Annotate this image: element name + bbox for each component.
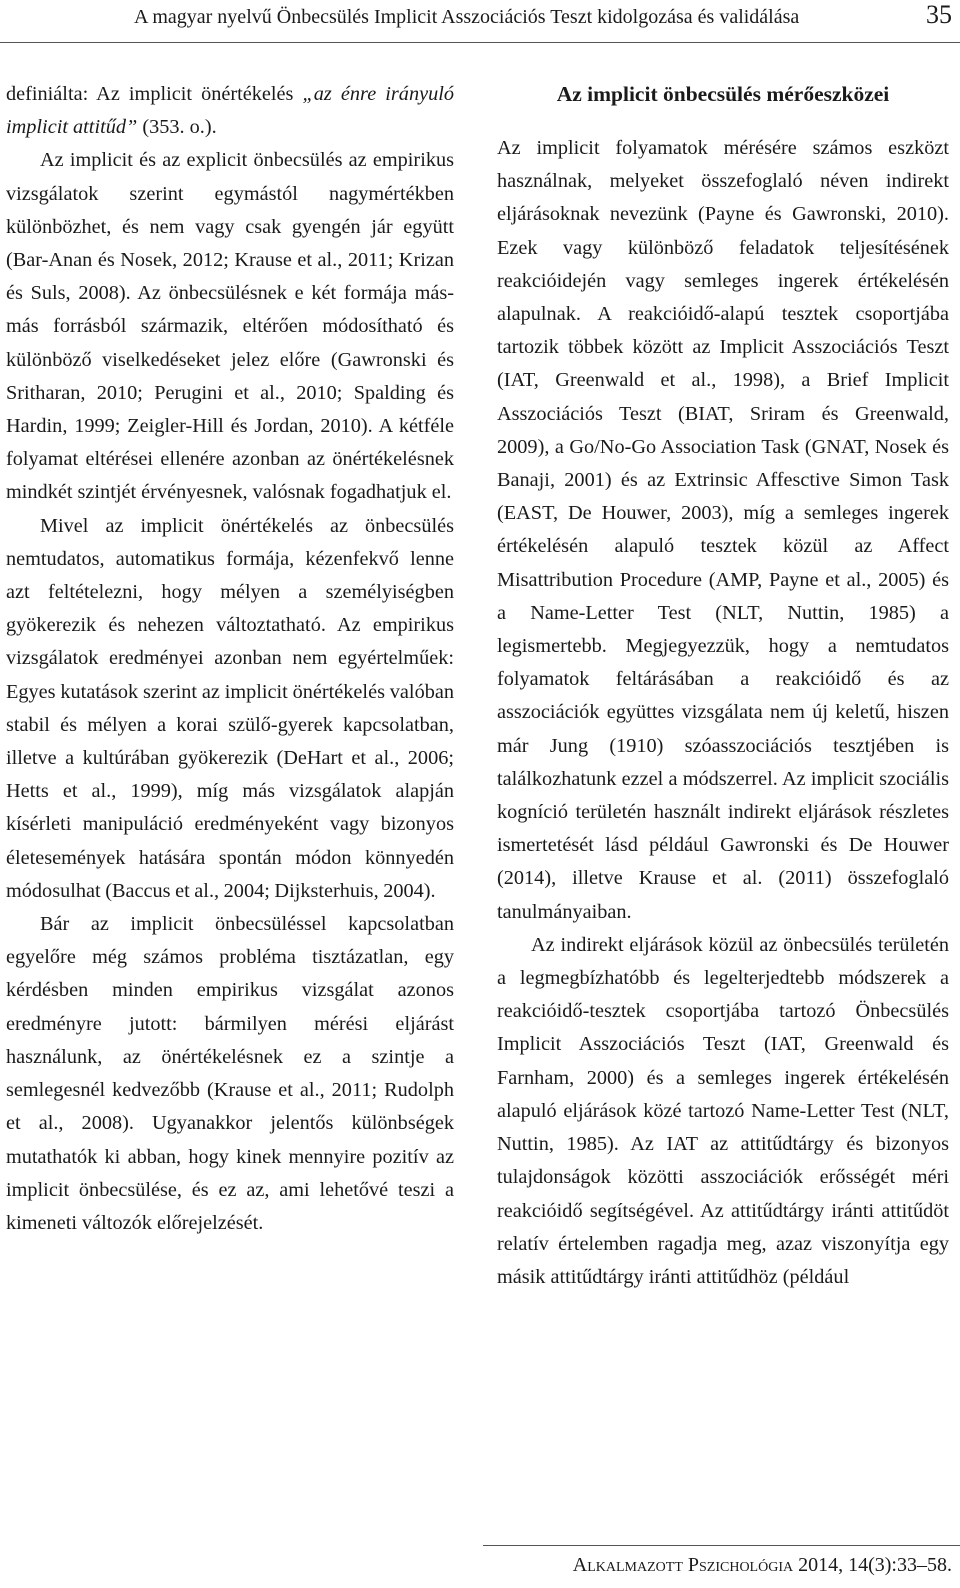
- definition-intro: definiálta: Az implicit önértékelés: [6, 83, 303, 105]
- right-paragraph-2: Az indirekt eljárások közül az önbecsülés területén a legmegbízhatóbb és legelterjedtebb módszerek a reakcióidő-tesztek csoportjába tartozó Önbecsülés Implicit Asszociációs Teszt (IAT, Greenwald és Farnham, 2000) és a semleges ingerek értékelésén alapuló eljárások közé tartozó Name-Letter Test (NLT, Nuttin, 1985). Az IAT az attitűdtárgy és bizonyos tulajdonságok közötti asszociációk erősségét méri reakcióidő segítségével. Az attitűdtárgy iránti attitűdöt relatív értelemben ragadja meg, azaz viszonyítja egy másik attitűdtárgy iránti attitűdhöz (például: [497, 933, 949, 1288]
- left-paragraph-2: Az implicit és az explicit önbecsülés az empirikus vizsgálatok szerint egymástól nagymértékben különbözhet, és nem vagy csak gyengén jár együtt (Bar-Anan és Nosek, 2012; Krause et al., 2011; Krizan és Suls, 2008). Az önbecsülésnek e két formája más-más forrásból származik, eltérően módosítható és különböző viselkedéseket jelez előre (Gawronski és Sritharan, 2010; Perugini et al., 2010; Spalding és Hardin, 1999; Zeigler-Hill és Jordan, 2010). A kétféle folyamat eltérései ellenére azonban az önértékelésnek mindkét szintjét érvényesnek, valósnak fogadhatjuk el.: [6, 149, 454, 504]
- page-number: 35: [926, 0, 952, 29]
- definition-quote: „az énre irányuló implicit attitűd”: [6, 83, 455, 139]
- left-paragraph-3: Mivel az implicit önértékelés az önbecsülés nemtudatos, automatikus formája, kézenfekvő lenne azt feltételezni, hogy mélyen a személyiségben gyökerezik és nehezen változtatható. Az empirikus vizsgálatok eredményei azonban nem egyértelműek: Egyes kutatások szerint az implicit önértékelés valóban stabil és mélyen a korai szülő-gyerek kapcsolatban, illetve a kultúrában gyökerezik (DeHart et al., 2006; Hetts et al., 1999), míg más vizsgálatok alapján kísérleti manipuláció eredményeként vagy bizonyos életesemények hatására spontán módon könnyedén módosulhat (Baccus et al., 2004; Dijksterhuis, 2004).: [6, 514, 454, 902]
- page-header: [0, 0, 960, 43]
- definition-citation: (353. o.).: [137, 116, 217, 139]
- right-column: [497, 78, 949, 1294]
- footer-divider: [483, 1545, 960, 1546]
- left-column: [6, 78, 454, 1240]
- section-heading: Az implicit önbecsülés mérőeszközei: [556, 82, 890, 106]
- running-title: A magyar nyelvű Önbecsülés Implicit Asszociációs Teszt kidolgozása és validálása: [134, 6, 800, 28]
- right-paragraph-1: Az implicit folyamatok mérésére számos eszközt használnak, melyeket összefoglaló néven indirekt eljárásoknak nevezünk (Payne és Gawronski, 2010). Ezek vagy különböző feladatok teljesítésének reakcióidején vagy semleges ingerek értékelésén alapulnak. A reakcióidő-alapú tesztek csoportjába tartozik többek között az Implicit Asszociációs Teszt (IAT, Greenwald et al., 1998), a Brief Implicit Asszociációs Teszt (BIAT, Sriram és Greenwald, 2009), a Go/No-Go Association Task (GNAT, Nosek és Banaji, 2001) és az Extrinsic Affesctive Simon Task (EAST, De Houwer, 2003), míg a semleges ingerek értékelésén alapuló tesztek közül az Affect Misattribution Procedure (AMP, Payne et al., 2005) és a Name-Letter Test (NLT, Nuttin, 1985) a legismertebb. Megjegyezzük, hogy a nemtudatos folyamatok feltárásában a reakcióidő és az asszociációk együttes vizsgálata nem új keletű, hiszen már Jung (1910) szóasszociációs tesztjében is találkozhatunk ezzel a módszerrel. Az implicit szociális kogníció területén használt indirekt eljárások részletes ismertetését lásd például Gawronski és De Houwer (2014), illetve Krause et al. (2011) összefoglaló tanulmányaiban.: [497, 137, 949, 923]
- left-paragraph-1: [6, 78, 454, 144]
- journal-name: Alkalmazott Pszichológia: [572, 1554, 794, 1576]
- left-paragraph-4: Bár az implicit önbecsüléssel kapcsolatban egyelőre még számos probléma tisztázatlan, egy kérdésben minden empirikus vizsgálat azonos eredményre jutott: bármilyen mérési eljárást használunk, az önértékelésnek ez a szintje a semlegesnél kedvezőbb (Krause et al., 2011; Rudolph et al., 2008). Ugyanakkor jelentős különbségek mutathatók ki abban, hogy kinek mennyire pozitív az implicit önbecsülése, és ez az, ami lehetővé teszi a kimeneti változók előrejelzését.: [6, 913, 454, 1234]
- journal-citation: 2014, 14(3):33–58.: [793, 1554, 952, 1576]
- page-footer: [573, 1550, 952, 1580]
